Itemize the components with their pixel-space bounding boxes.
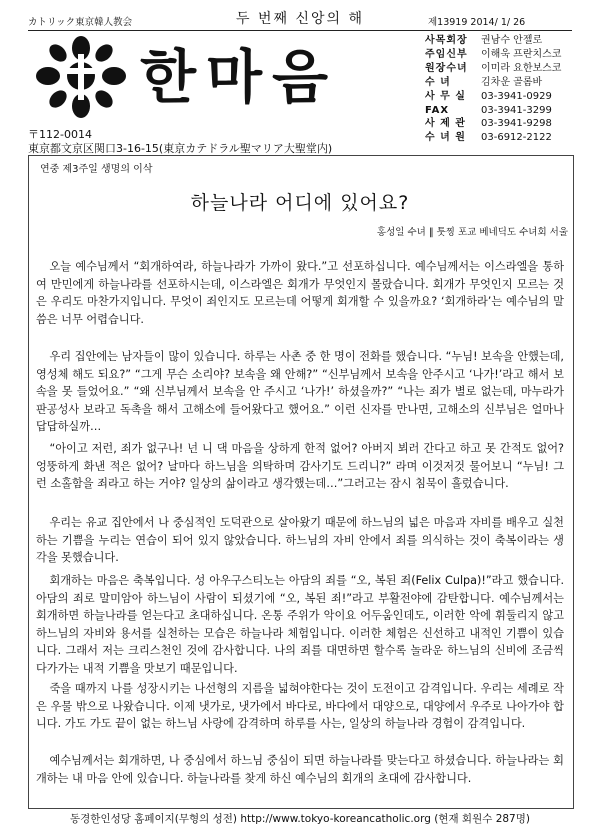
staff-role: 원장수녀: [425, 62, 468, 74]
issue-number-date: 제13919 2014/ 1/ 26: [428, 17, 526, 28]
staff-row: [425, 131, 561, 145]
cross-logo-icon: [36, 36, 126, 118]
church-address: 東京都文京区関口3-16-15(東京カテドラル聖マリア大聖堂内): [28, 142, 333, 155]
article-paragraph: 오늘 예수님께서 “회개하여라, 하늘나라가 가까이 왔다.”고 선포하십니다. 예수님께서는 이스라엘을 통하여 만민에게 하늘나라를 선포하시는데, 이스라엘은 회개가 무엇인지 몰랐습니다. 회개가 무엇인지 모르는 것은 우리도 마찬가지입니다. 무엇이 죄인지도 모르는데 어떻게 회개할 수 있을까요? ‘회개하라’는 예수님의 말씀은 너무 어렵습니다.: [36, 260, 564, 326]
staff-row: [425, 34, 561, 48]
article-title: 하늘나라 어디에 있어요?: [190, 192, 410, 214]
staff-row: [425, 90, 561, 104]
staff-row: [425, 117, 561, 131]
church-name: カトリック東京韓人教会: [28, 17, 133, 28]
article-paragraph: “아이고 저런, 죄가 없구나! 넌 니 댁 마음을 상하게 한적 없어? 아버지 뵈러 간다고 하고 못 간적도 없어? 엉뚱하게 화낸 적은 없어? 날마다 하느님을 의탁하며 감사기도 드리니?” 라며 이것저것 물어보니 “누님! 그런 소홀함을 죄라고 하는 거야? 일상의 삶이라고 생각했는데…”그러고는 잠시 침묵이 흘렀습니다.: [36, 442, 564, 491]
article-paragraph: 회개하는 마음은 축복입니다. 성 아우구스티노는 아담의 죄를 “오, 복된 죄(Felix Culpa)!”라고 했습니다. 아담의 죄로 말미암아 하느님이 사람이 되셨기에 “오, 복된 죄!”라고 부활전야에 감탄합니다. 예수님께서는 회개하면 하늘나라를 얻는다고 초대하십니다. 온통 주위가 악이요 어두움인데도, 이러한 악에 휘둘리지 않고 하느님의 자비와 용서를 실천하는 모습은 하늘나라 체험입니다. 이러한 체험은 신선하고 내적인 기쁨이 있습니다. 그래서 저는 크리스천인 것에 감사합니다. 나의 죄를 대면하면 할수록 놀라운 하느님의 신비에 조금씩 다가가는 내적 기쁨을 맛보기 때문입니다.: [36, 574, 564, 675]
staff-role: 주임신부: [425, 48, 468, 60]
staff-value: 03-6912-2122: [481, 132, 552, 144]
staff-role: 사목회장: [425, 35, 468, 46]
staff-row: [425, 76, 561, 90]
staff-value: 이미라 요한보스코: [481, 62, 562, 74]
staff-value: 이해욱 프란치스코: [481, 48, 562, 60]
article-author: 홍성일 수녀 ‖ 툿찡 포교 베네딕도 수녀회 서울: [376, 227, 568, 238]
article-series: 연중 제3주일 생명의 이삭: [40, 164, 153, 175]
staff-row: [425, 62, 561, 76]
staff-value: 03-3941-3299: [481, 104, 552, 116]
footer-homepage: 동경한인성당 홈페이지(무형의 성전) http://www.tokyo-koreancatholic.org (현재 회원수 287명): [70, 813, 530, 825]
staff-role: FAX: [425, 104, 450, 116]
article-paragraph: 죽을 때까지 나를 성장시키는 나선형의 지름을 넓혀야한다는 것이 도전이고 감격입니다. 우리는 세례로 작은 우물 밖으로 나왔습니다. 이제 냇가로, 냇가에서 바다로, 바다에서 대양으로, 대양에서 우주로 나아가야 합니다. 가도 가도 끝이 없는 하느님 사랑에 감격하며 하루를 사는, 일상의 하늘나라 경험이 감격입니다.: [36, 682, 564, 731]
staff-role: 수 녀: [425, 76, 451, 88]
staff-list: [425, 34, 561, 145]
article-paragraph: 우리는 유교 집안에서 나 중심적인 도덕관으로 살아왔기 때문에 하느님의 넓은 마음과 자비를 배우고 실천하는 기쁨을 누리는 연습이 되어 있지 않았습니다. 하느님의 자비 안에서 죄를 의식하는 것이 축복이라는 생각을 못했습니다.: [36, 516, 564, 565]
staff-value: 권남수 안젤로: [481, 35, 543, 46]
staff-role: 사 제 관: [425, 118, 466, 130]
issue-theme-title: 두 번째 신앙의 해: [235, 11, 365, 27]
staff-role: 사 무 실: [425, 90, 466, 102]
newsletter-name: 한마음: [140, 43, 339, 111]
staff-value: 03-3941-9298: [481, 118, 552, 130]
staff-value: 김차운 골롬바: [481, 76, 543, 88]
staff-row: [425, 48, 561, 62]
staff-role: 수 녀 원: [425, 132, 466, 144]
postal-code: 〒112-0014: [28, 128, 92, 141]
staff-value: 03-3941-0929: [481, 90, 552, 102]
staff-row: [425, 104, 561, 118]
article-paragraph: 예수님께서는 회개하면, 나 중심에서 하느님 중심이 되면 하늘나라를 맞는다고 하셨습니다. 하늘나라는 회개하는 내 마음 안에 있습니다. 하늘나라를 찾게 하신 예수님의 회개의 초대에 감사합니다.: [36, 754, 564, 785]
article-paragraph: 우리 집안에는 남자들이 많이 있습니다. 하루는 사촌 중 한 명이 전화를 했습니다. “누님! 보속을 안했는데, 영성체 해도 되요?” “그게 무슨 소리야? 보속을 왜 안해?” “신부님께서 보속을 안주시고 ‘나가!’라고 해서 보속을 못 들었어요.” “왜 신부님께서 보속을 안 주시고 ‘나가!’ 하셨을까?” “나는 죄가 별로 없는데, 마누라가 판공성사 보라고 독촉을 해서 고해소에 들어왔다고 했어요.” 이런 신자를 만나면, 고해소의 신부님은 얼마나 답답하실까…: [36, 350, 564, 434]
